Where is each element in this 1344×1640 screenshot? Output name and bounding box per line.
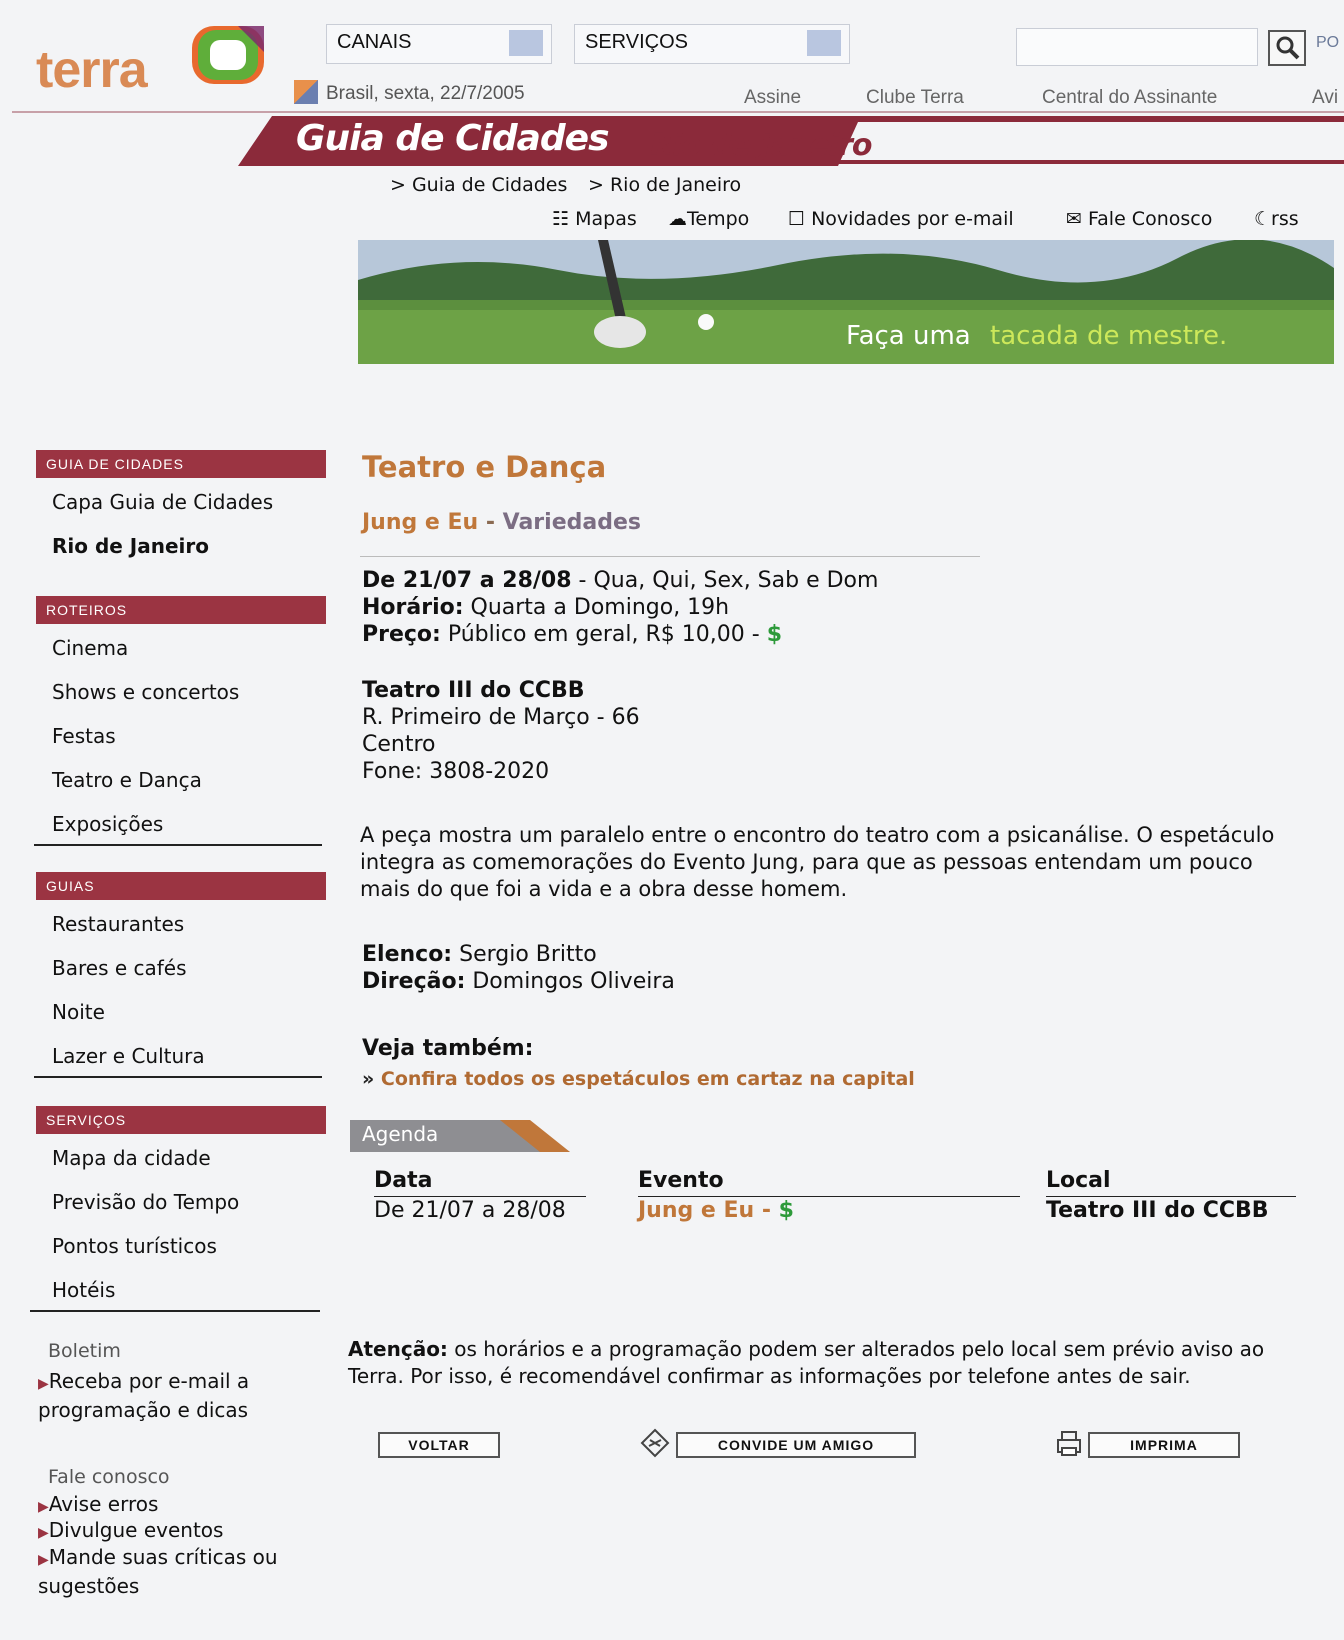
sidebar-divider — [30, 1310, 320, 1312]
venue-address: R. Primeiro de Março - 66 — [362, 705, 640, 730]
sidebar-guias-header — [36, 872, 326, 900]
veja-title: Veja também: — [362, 1036, 534, 1061]
sidebar-roteiros-header — [36, 596, 326, 624]
golf-ad-image — [358, 240, 1334, 364]
agenda-row-data: De 21/07 a 28/08 — [374, 1198, 566, 1223]
rss-icon: ☾ — [1254, 208, 1272, 230]
header-date: Brasil, sexta, 22/7/2005 — [326, 83, 525, 104]
boletim-link[interactable] — [38, 1368, 308, 1423]
toolbar-rss-label: rss — [1271, 208, 1299, 230]
toolbar-fale[interactable] — [1066, 208, 1212, 230]
ad-text-b: tacada de mestre. — [990, 321, 1228, 351]
event-name: Jung e Eu — [362, 510, 479, 535]
aviso-text — [348, 1336, 1298, 1390]
horario-label: Horário: — [362, 595, 464, 620]
toolbar-mapas[interactable] — [552, 208, 637, 230]
flag-icon — [294, 80, 318, 104]
sidebar-item-cinema[interactable]: Cinema — [52, 636, 129, 660]
sidebar-item-shows[interactable]: Shows e concertos — [52, 680, 240, 704]
sidebar-item-rio[interactable]: Rio de Janeiro — [52, 534, 210, 558]
agenda-rule — [638, 1196, 1020, 1197]
event-description: A peça mostra um paralelo entre o encontro do teatro com a psicanálise. O espetáculo integra as comemorações do Evento Jung, para que as pessoas entendam um pouco mais do que foi a vida e a obra desse homem. — [360, 823, 1275, 901]
nav-servicos[interactable] — [574, 24, 850, 64]
section-title: Teatro e Dança — [362, 450, 607, 484]
sidebar-item-hoteis[interactable]: Hotéis — [52, 1278, 116, 1302]
fale-link-mande-label: Mande suas críticas ou sugestões — [38, 1545, 278, 1598]
golf-ad-banner[interactable] — [358, 240, 1334, 364]
agenda-rule — [1046, 1196, 1296, 1197]
arrow-icon: ▶ — [38, 1376, 49, 1392]
arrow-icon: ▶ — [38, 1499, 49, 1515]
agenda-row-sep: - — [754, 1198, 779, 1223]
sidebar-divider — [34, 844, 322, 846]
sidebar-guia-header — [36, 450, 326, 478]
fale-title: Fale conosco — [48, 1466, 170, 1488]
link-assine[interactable]: Assine — [744, 87, 802, 108]
toolbar-rss[interactable] — [1254, 208, 1299, 230]
sidebar-item-noite[interactable]: Noite — [52, 1000, 105, 1024]
fale-link-divulgue[interactable] — [38, 1518, 223, 1542]
event-dates — [362, 568, 878, 593]
link-clube-terra[interactable]: Clube Terra — [866, 87, 964, 108]
veja-link-label: Confira todos os espetáculos em cartaz na capital — [380, 1068, 915, 1090]
agenda-row-evento[interactable] — [638, 1198, 794, 1223]
breadcrumb-rio[interactable]: > Rio de Janeiro — [588, 174, 742, 196]
horario-value: Quarta a Domingo, 19h — [463, 595, 730, 620]
imprima-button[interactable]: IMPRIMA — [1088, 1432, 1240, 1458]
arrow-icon: ▶ — [38, 1525, 49, 1541]
nav-canais-label: CANAIS — [337, 31, 412, 53]
agenda-title: Agenda — [362, 1122, 439, 1146]
venue-district: Centro — [362, 732, 436, 757]
sidebar-servicos-header-label: SERVIÇOS — [46, 1112, 127, 1128]
link-central-assinante[interactable]: Central do Assinante — [1042, 87, 1218, 108]
event-horario — [362, 595, 729, 620]
print-icon — [1054, 1428, 1084, 1458]
mail-icon: ✉ — [1066, 208, 1082, 230]
ad-text-a: Faça uma — [846, 321, 971, 351]
sidebar-item-restaurantes[interactable]: Restaurantes — [52, 912, 185, 936]
event-category: Variedades — [502, 510, 641, 535]
agenda-row-evento-label: Jung e Eu — [638, 1198, 755, 1223]
map-icon: ☷ — [552, 208, 570, 230]
sidebar-servicos-header — [36, 1106, 326, 1134]
veja-link[interactable] — [362, 1068, 915, 1090]
sidebar-item-teatro[interactable]: Teatro e Dança — [52, 768, 202, 792]
dates-value: - Qua, Qui, Sex, Sab e Dom — [571, 568, 879, 593]
sidebar-item-mapa[interactable]: Mapa da cidade — [52, 1146, 211, 1170]
boletim-title: Boletim — [48, 1340, 121, 1362]
sidebar-divider — [34, 1076, 322, 1078]
event-preco — [362, 622, 782, 647]
event-divider — [360, 556, 980, 557]
breadcrumb-guia[interactable]: > Guia de Cidades — [390, 174, 568, 196]
venue-name[interactable]: Teatro III do CCBB — [362, 678, 585, 703]
agenda-col-local: Local — [1046, 1168, 1111, 1193]
toolbar-mapas-label: Mapas — [575, 208, 637, 230]
convide-amigo-button[interactable]: CONVIDE UM AMIGO — [676, 1432, 916, 1458]
event-heading — [362, 510, 641, 535]
toolbar-fale-label: Fale Conosco — [1087, 208, 1213, 230]
aviso-label: Atenção: — [348, 1337, 448, 1361]
arrow-icon: ▶ — [38, 1552, 49, 1568]
sidebar-item-festas[interactable]: Festas — [52, 724, 116, 748]
agenda-col-data: Data — [374, 1168, 433, 1193]
elenco-value: Sergio Britto — [452, 942, 597, 967]
search-icon — [1270, 32, 1304, 64]
sidebar-item-bares[interactable]: Bares e cafés — [52, 956, 187, 980]
fale-link-divulgue-label: Divulgue eventos — [48, 1518, 224, 1542]
toolbar-tempo[interactable] — [668, 208, 749, 230]
sidebar-guia-header-label: GUIA DE CIDADES — [46, 456, 184, 472]
toolbar-novidades-label: Novidades por e-mail — [811, 208, 1014, 230]
toolbar-tempo-label: Tempo — [687, 208, 750, 230]
event-elenco — [362, 942, 597, 967]
sidebar-item-lazer[interactable]: Lazer e Cultura — [52, 1044, 205, 1068]
nav-canais[interactable] — [326, 24, 552, 64]
nav-servicos-label: SERVIÇOS — [585, 31, 688, 53]
search-label: PO — [1316, 34, 1340, 51]
voltar-button[interactable]: VOLTAR — [378, 1432, 500, 1458]
preco-value: Público em geral, R$ 10,00 - — [440, 622, 767, 647]
direcao-value: Domingos Oliveira — [465, 969, 675, 994]
dropdown-icon — [509, 30, 543, 56]
fale-link-erros[interactable] — [38, 1492, 158, 1516]
friend-icon — [640, 1428, 670, 1458]
price-icon: $ — [766, 622, 782, 647]
link-avi[interactable]: Avi — [1312, 87, 1339, 108]
agenda-col-evento: Evento — [638, 1168, 724, 1193]
agenda-row-local[interactable]: Teatro III do CCBB — [1046, 1198, 1269, 1223]
search-input[interactable] — [1016, 28, 1258, 66]
event-direcao — [362, 969, 675, 994]
sidebar-item-previsao[interactable]: Previsão do Tempo — [52, 1190, 240, 1214]
terra-logo[interactable]: terra — [36, 41, 147, 99]
preco-label: Preço: — [362, 622, 441, 647]
header-divider — [12, 111, 1344, 113]
sidebar-item-capa[interactable]: Capa Guia de Cidades — [52, 490, 274, 514]
sidebar-item-exposicoes[interactable]: Exposições — [52, 812, 164, 836]
event-sep: - — [478, 510, 503, 535]
sidebar-roteiros-header-label: ROTEIROS — [46, 602, 128, 618]
sidebar-item-pontos[interactable]: Pontos turísticos — [52, 1234, 217, 1258]
double-arrow-icon: » — [362, 1068, 375, 1090]
terra-logo-mark — [188, 22, 268, 88]
banner-city: Rio de Janeiro — [650, 128, 872, 163]
dropdown-icon — [807, 30, 841, 56]
fale-link-mande[interactable] — [38, 1544, 308, 1599]
toolbar-novidades[interactable] — [788, 208, 1014, 230]
venue-phone: Fone: 3808-2020 — [362, 759, 550, 784]
checkbox-icon: ☐ — [788, 208, 806, 230]
direcao-label: Direção: — [362, 969, 466, 994]
aviso-body: os horários e a programação podem ser alterados pelo local sem prévio aviso ao Terra. Por isso, é recomendável confirmar as informações por telefone antes de sair. — [348, 1337, 1265, 1388]
search-button[interactable] — [1268, 30, 1306, 66]
fale-link-erros-label: Avise erros — [48, 1492, 159, 1516]
banner-title: Guia de Cidades — [296, 118, 609, 159]
price-icon: $ — [778, 1198, 794, 1223]
elenco-label: Elenco: — [362, 942, 453, 967]
weather-icon: ☁ — [668, 208, 687, 230]
sidebar-guias-header-label: GUIAS — [46, 878, 95, 894]
agenda-rule — [374, 1196, 586, 1197]
boletim-link-label: Receba por e-mail a programação e dicas — [38, 1369, 250, 1422]
dates-label: De 21/07 a 28/08 — [362, 568, 572, 593]
